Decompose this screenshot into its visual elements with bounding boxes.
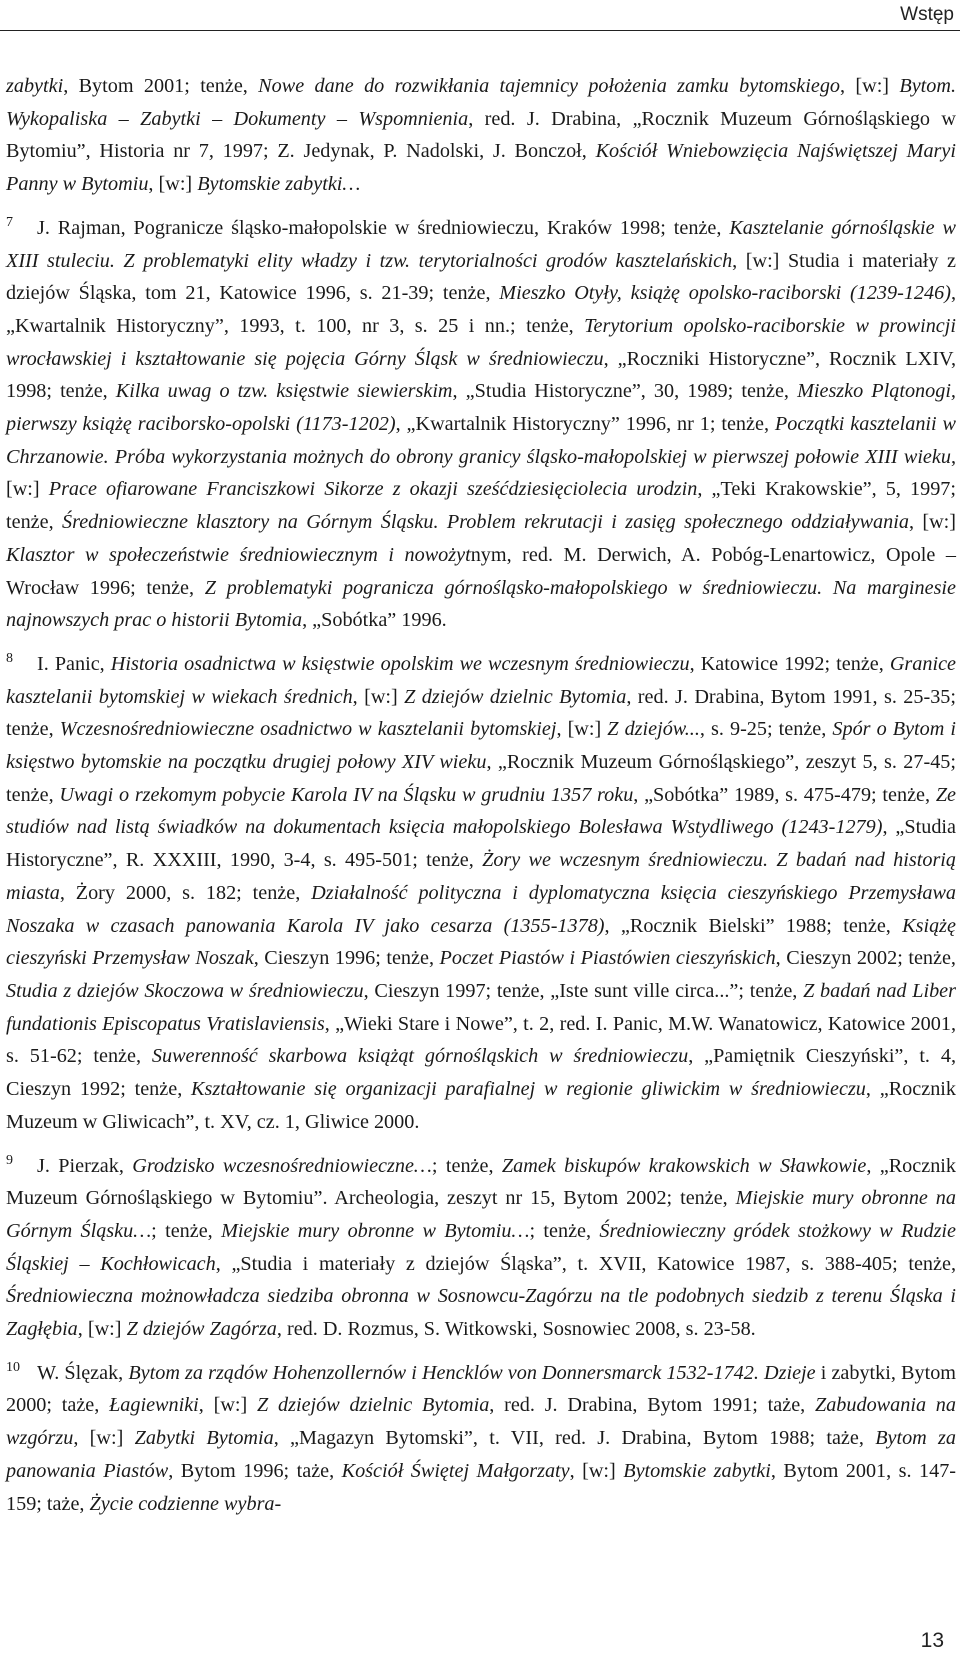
footnote-title-text: Żory we wczesnym średniowieczu. Z badań nad historią miasta [6,849,957,904]
footnote-text: , Żory 2000, s. 182; tenże, [59,881,312,904]
footnote-title-text: Poczet Piastów i Piastówien cieszyńskich [439,947,776,970]
footnote-text: nym, red. M. Derwich, A. Pobóg-Lenartowicz, Opole – Wrocław 1996; tenże, [6,543,956,599]
footnote-title-text: Historia osadnictwa w księstwie opolskim we wczesnym średniowieczu [110,652,690,675]
footnote-title-text: Grodzisko wczesnośredniowieczne… [132,1154,432,1177]
footnote-text: , „Rocznik Muzeum Górnośląskiego w Bytomiu”. Archeologia, zeszyt nr 15, Bytom 2002; tenże, [6,1154,956,1210]
footnote-text: J. Rajman, Pogranicze śląsko-małopolskie w średniowieczu, Kraków 1998; tenże, [37,216,730,239]
footnote-text: , Bytom 1996; taże, [168,1459,342,1482]
footnote-text: , [w:] [569,1459,624,1482]
footnote-title-text: Prace ofiarowane Franciszkowi Sikorze z okazji sześćdziesięciolecia urodzin [48,478,698,501]
footnote-text: , „Rocznik Bielski” 1988; tenże, [604,914,903,937]
header-title: Wstęp [900,4,954,25]
footnote-text: , [w:] [148,173,198,196]
footnote-title-text: Kształtowanie się organizacji parafialnej w regionie gliwickim w średniowieczu [191,1078,866,1101]
footnote-text: , „Studia i materiały z dziejów Śląska”, t. XVII, Katowice 1987, s. 388-405; tenże, [215,1252,956,1275]
footnote-title-text: Mieszko Plątonogi, pierwszy książę raciborsko-opolski (1173-1202) [6,380,956,436]
footnote-title-text: Mieszko Otyły, książę opolsko-raciborski (1239-1246) [499,282,951,305]
footnote-title-text: Granice kasztelanii bytomskiej w wiekach średnich [6,652,956,708]
footnote-text: , „Teki Krakowskie”, 5, 1997; tenże, [6,478,956,534]
footnote-text: , s. 9-25; tenże, [699,718,833,741]
footnote-number: 9 [6,1152,13,1168]
footnotes-section [6,70,956,1520]
running-header [0,0,960,31]
footnote-title-text: zabytki [6,75,64,97]
footnote-text: W. Ślęzak, [37,1361,129,1384]
footnote-text: , [w:] [73,1427,135,1450]
footnote-text: , [w:] [840,75,900,97]
footnote-text: , „Kwartalnik Historyczny”, 1993, t. 100, nr 3, s. 25 i nn.; tenże, [6,282,956,337]
footnote-text: , [w:] [77,1318,127,1341]
footnote [6,643,956,1139]
footnote-title-text: Terytorium opolsko-raciborskie w prowincji wrocławskiej i kształtowanie się pojęcia Górny Śląsk w średniowieczu [6,314,956,370]
footnote-title-text: Zabytki Bytomia [134,1427,274,1450]
footnote-text: , „Studia Historyczne”, R. XXXIII, 1990, 3-4, s. 495-501; tenże, [6,816,956,872]
footnote-title-text: Z problematyki pogranicza górnośląsko-małopolskiego w średniowieczu. Na marginesie najnowszych prac o historii Bytomia [6,576,956,632]
footnote-title-text: Kościół Świętej Małgorzaty [341,1459,570,1482]
footnote-text: , Cieszyn 1996; tenże, [253,947,440,970]
footnote-text: ; tenże, [151,1219,222,1242]
footnote-number: 10 [6,1359,20,1375]
footnote-title-text: Zabudowania na wzgórzu [6,1394,956,1450]
footnote-title-text: Działalność polityczna i dyplomatyczna księcia cieszyńskiego Przemysława Noszaka w czasach panowania Karola IV jako cesarza (1355-1378) [6,881,956,937]
footnote-title-text: Średniowieczny gródek stożkowy w Rudzie Śląskiej – Kochłowicach [6,1219,956,1275]
footnote [6,1352,956,1521]
footnote-text: , red. J. Drabina, Bytom 1991, s. 25-35; tenże, [6,685,956,741]
footnote-title-text: Życie codzienne wybra- [89,1492,282,1515]
footnote-title-text: Łagiewniki [109,1394,199,1417]
footnote-text: , „Sobótka” 1989, s. 475-479; tenże, [633,783,936,806]
footnote-title-text: Nowe dane do rozwikłania tajemnicy położenia zamku bytomskiego [258,75,841,97]
footnote-title-text: Z dziejów Zagórza [126,1318,277,1341]
footnote [6,207,956,637]
footnote-text: , „Rocznik Muzeum w Gliwicach”, t. XV, cz. 1, Gliwice 2000. [6,1078,956,1133]
footnote-text: I. Panic, [37,652,111,675]
footnote [6,70,956,201]
footnote-text: , Katowice 1992; tenże, [689,652,890,675]
footnote-title-text: Suwerenność skarbowa książąt górnośląskich w średniowieczu [151,1045,689,1068]
footnote-text: , „Roczniki Historyczne”, Rocznik LXIV, 1998; tenże, [6,347,956,403]
footnote-title-text: Bytom. Wykopaliska – Zabytki – Dokumenty – Wspomnienia [6,75,956,130]
footnote-title-text: Studia z dziejów Skoczowa w średniowieczu [6,979,364,1002]
footnote-title-text: Bytom za panowania Piastów [6,1427,956,1482]
footnote [6,1145,956,1346]
footnote-text: J. Pierzak, [37,1154,133,1177]
footnote-text: , Cieszyn 2002; tenże, [775,947,956,970]
footnote-text: i zabytki, Bytom 2000; taże, [6,1361,956,1417]
footnote-title-text: Kilka uwag o tzw. księstwie siewierskim [115,380,453,403]
footnote-title-text: Ze studiów nad listą świadków na dokumentach księcia małopolskiego Bolesława Wstydliwego (1243-1279) [6,783,956,839]
footnote-title-text: Miejskie mury obronne na Górnym Śląsku… [6,1187,956,1242]
footnote-text: , Cieszyn 1997; tenże, „Iste sunt ville circa...”; tenże, [363,979,804,1002]
footnote-title-text: Kościół Wniebowzięcia Najświętszej Maryi Panny w Bytomiu [6,140,956,196]
footnote-title-text: Bytomskie zabytki… [197,173,361,196]
footnote-text: , [w:] [6,445,956,501]
footnote-text: , red. J. Drabina, „Rocznik Muzeum Górnośląskiego w Bytomiu”, Historia nr 7, 1997; Z. Jedynak, P. Nadolski, J. Bonczoł, [6,107,956,163]
footnote-title-text: Spór o Bytom i księstwo bytomskie na początku drugiej połowy XIV wieku [6,718,956,774]
page-number: 13 [920,1629,944,1652]
footnote-text: , [w:] [352,685,405,708]
footnote-text: , [w:] [198,1394,258,1417]
footnote-number: 8 [6,650,13,666]
footnote-title-text: Klasztor w społeczeństwie średniowiecznym i nowożyt [6,543,471,566]
footnote-text: , „Rocznik Muzeum Górnośląskiego”, zeszyt 5, s. 27-45; tenże, [6,751,956,806]
footnote-title-text: Z badań nad Liber fundationis Episcopatus Vratislaviensis [6,979,956,1035]
footnote-text: ; tenże, [431,1154,502,1177]
footnote-text: , „Sobótka” 1996. [302,609,447,632]
footnote-number: 7 [6,214,13,230]
footnote-title-text: Z dziejów... [607,718,700,741]
footnote-text: , [w:] [556,718,608,741]
footnote-text: , Bytom 2001; tenże, [63,75,259,97]
footnote-title-text: Średniowieczna możnowładcza siedziba obronna w Sosnowcu-Zagórzu na tle podobnych siedzib z terenu Śląska i Zagłębia [6,1285,956,1341]
footnote-title-text: Uwagi o rzekomym pobycie Karola IV na Śląsku w grudniu 1357 roku [59,783,634,806]
footnote-title-text: Bytom za rządów Hohenzollernów i Hencklów von Donnersmarck 1532-1742. Dzieje [128,1361,816,1384]
footnote-text: , [w:] [908,511,956,534]
footnote-text: , „Wieki Stare i Nowe”, t. 2, red. I. Panic, M.W. Wanatowicz, Katowice 2001, s. 51-62; tenże, [6,1012,957,1068]
footnote-title-text: Średniowieczne klasztory na Górnym Śląsku. Problem rekrutacji i zasięg społecznego oddziaływania [62,511,909,534]
footnote-text: ; tenże, [529,1219,600,1242]
footnote-title-text: Książę cieszyński Przemysław Noszak [6,914,956,970]
footnote-title-text: Zamek biskupów krakowskich w Sławkowie [501,1154,867,1177]
footnote-text: , Bytom 2001, s. 147-159; taże, [6,1459,957,1515]
footnote-title-text: Początki kasztelanii w Chrzanowie. Próba wykorzystania możnych do obrony granicy śląsko-małopolskiej w pierwszej połowie XIII wieku [6,413,957,468]
footnote-text: , „Magazyn Bytomski”, t. VII, red. J. Drabina, Bytom 1988; taże, [273,1427,876,1450]
footnote-text: , „Kwartalnik Historyczny” 1996, nr 1; tenże, [395,413,775,436]
footnote-text: , „Pamiętnik Cieszyński”, t. 4, Cieszyn 1992; tenże, [6,1045,956,1101]
footnote-title-text: Wczesnośredniowieczne osadnictwo w kasztelanii bytomskiej [59,718,557,741]
footnote-title-text: Z dziejów dzielnic Bytomia [404,685,627,708]
footnote-text: , red. D. Rozmus, S. Witkowski, Sosnowiec 2008, s. 23-58. [276,1318,756,1341]
footnote-title-text: Kasztelanie górnośląskie w XIII stuleciu. Z problematyki elity władzy i tzw. terytorialności grodów kasztelańskich [6,216,956,272]
footnote-text: , [w:] Studia i materiały z dziejów Śląska, tom 21, Katowice 1996, s. 21-39; tenże, [6,249,956,305]
footnote-text: , „Studia Historyczne”, 30, 1989; tenże, [452,380,798,403]
footnote-title-text: Z dziejów dzielnic Bytomia [257,1394,490,1417]
footnote-title-text: Bytomskie zabytki [623,1459,771,1482]
footnote-title-text: Miejskie mury obronne w Bytomiu… [221,1219,530,1242]
footnote-text: , red. J. Drabina, Bytom 1991; taże, [489,1394,815,1417]
